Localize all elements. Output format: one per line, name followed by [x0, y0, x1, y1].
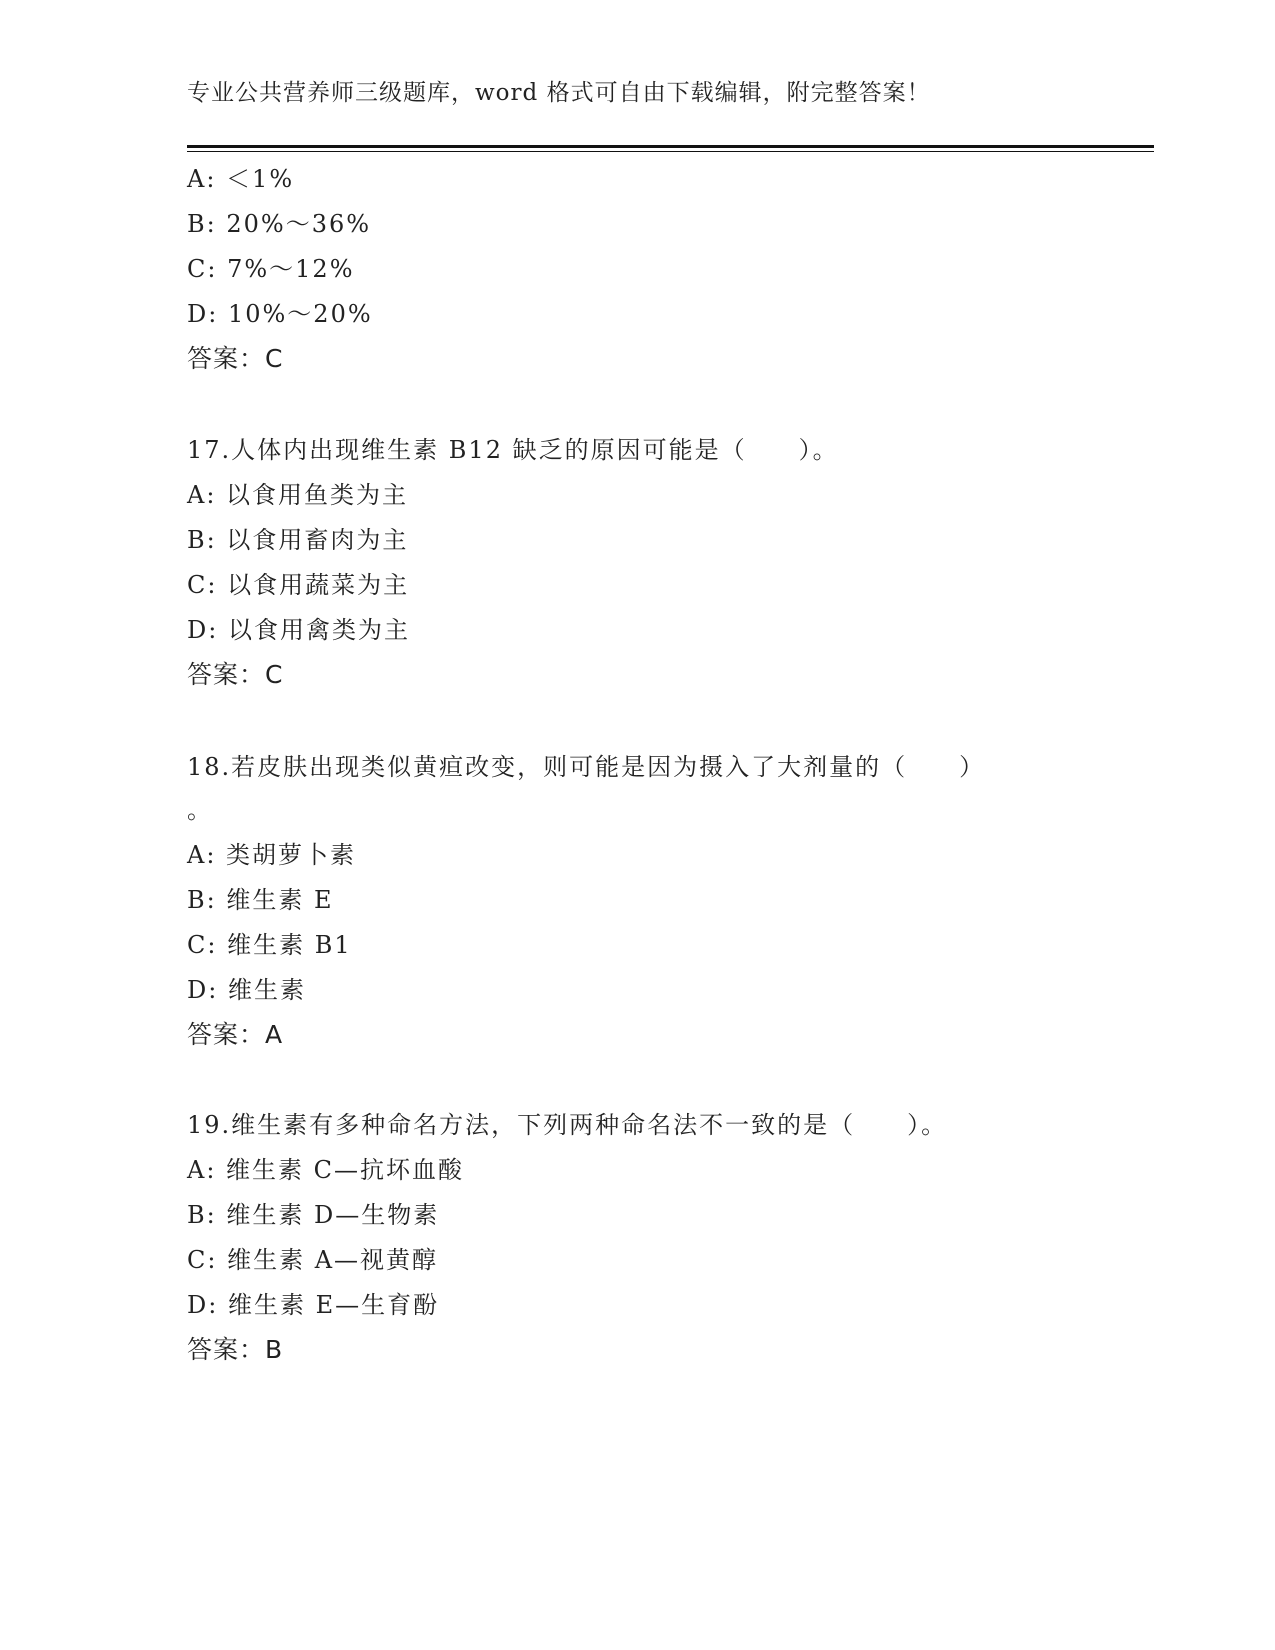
header-rule-thick — [187, 145, 1154, 148]
q19-option-d: D: 维生素 E—生育酚 — [187, 1291, 440, 1319]
q19-option-c: C: 维生素 A—视黄醇 — [187, 1246, 439, 1274]
q18-option-d: D: 维生素 — [187, 976, 306, 1004]
q16-option-a: A: ＜1% — [187, 165, 295, 193]
q19-question: 19.维生素有多种命名方法，下列两种命名法不一致的是（ ）。 — [187, 1111, 948, 1139]
q17-option-c: C: 以食用蔬菜为主 — [187, 571, 410, 599]
q18-option-b: B: 维生素 E — [187, 886, 334, 914]
q18-option-c: C: 维生素 B1 — [187, 931, 352, 959]
q18-answer: 答案：A — [187, 1020, 284, 1049]
q16-option-d: D: 10%～20% — [187, 300, 373, 328]
q17-answer: 答案：C — [187, 660, 284, 689]
q18-question: 18.若皮肤出现类似黄疸改变，则可能是因为摄入了大剂量的（ ） — [187, 753, 986, 781]
q18-question-cont: 。 — [187, 796, 213, 824]
q19-option-a: A: 维生素 C—抗坏血酸 — [187, 1156, 465, 1184]
q19-answer: 答案：B — [187, 1335, 284, 1364]
q16-option-c: C: 7%～12% — [187, 255, 355, 283]
header-rule-thin — [187, 151, 1154, 152]
q19-option-b: B: 维生素 D—生物素 — [187, 1201, 440, 1229]
q16-answer: 答案：C — [187, 344, 284, 373]
q17-option-d: D: 以食用禽类为主 — [187, 616, 410, 644]
q16-option-b: B: 20%～36% — [187, 210, 372, 238]
q17-option-b: B: 以食用畜肉为主 — [187, 526, 409, 554]
q17-question: 17.人体内出现维生素 B12 缺乏的原因可能是（ ）。 — [187, 436, 839, 464]
q17-option-a: A: 以食用鱼类为主 — [187, 481, 409, 509]
page-header: 专业公共营养师三级题库，word 格式可自由下载编辑，附完整答案！ — [187, 80, 931, 106]
q18-option-a: A: 类胡萝卜素 — [187, 841, 357, 869]
